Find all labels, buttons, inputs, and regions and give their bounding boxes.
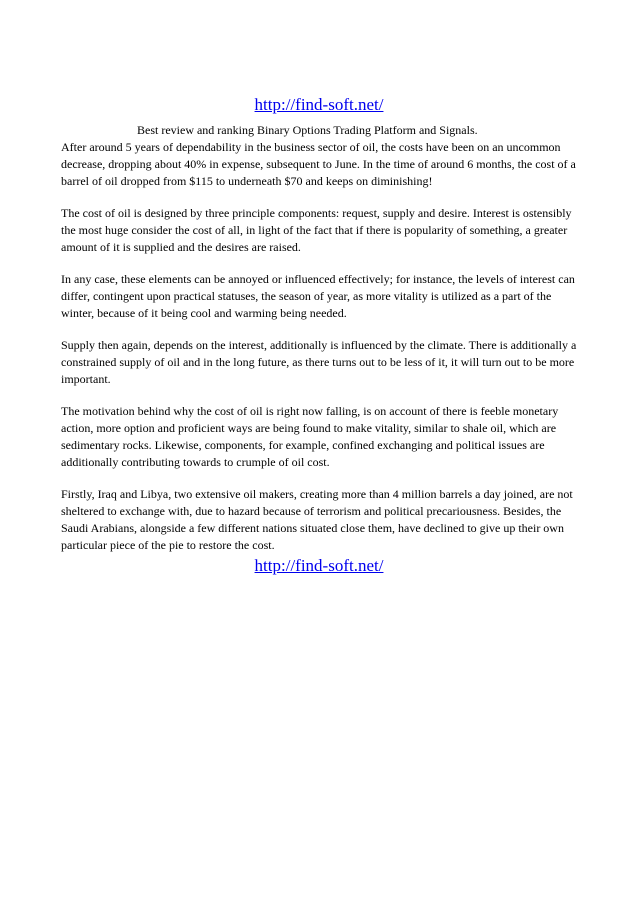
paragraph-6: Firstly, Iraq and Libya, two extensive oil makers, creating more than 4 million barrels a day joined, are not sheltered to exchange with, due to hazard because of terrorism and political precariousness. Besides, the Saudi Arabians, alongside a few different nations situated close them, have declined to give up their own particular piece of the pie to restore the cost.: [61, 487, 573, 552]
document-subtitle: Best review and ranking Binary Options Trading Platform and Signals.: [137, 123, 478, 137]
paragraph-2: The cost of oil is designed by three principle components: request, supply and desire. Interest is ostensibly the most huge consider the cost of all, in light of the fact that if there is popularity of something, a greater amount of it is supplied and the desires are raised.: [61, 206, 572, 254]
bottom-link[interactable]: http://find-soft.net/: [254, 556, 384, 575]
paragraph-4: Supply then again, depends on the interest, additionally is influenced by the climate. There is additionally a constrained supply of oil and in the long future, as there turns out to be less of it, it will turn out to be more important.: [61, 338, 577, 386]
top-link[interactable]: http://find-soft.net/: [254, 95, 384, 114]
paragraph-5: The motivation behind why the cost of oil is right now falling, is on account of there is feeble monetary action, more option and proficient ways are being found to make vitality, similar to shale oil, which are sedimentary rocks. Likewise, components, for example, confined exchanging and political issues are additionally contributing towards to crumple of oil cost.: [61, 404, 559, 469]
paragraph-3: In any case, these elements can be annoyed or influenced effectively; for instance, the levels of interest can differ, contingent upon practical statuses, the season of year, as more vitality is utilized as a part of the winter, because of it being cool and warming being needed.: [61, 272, 575, 320]
document-content: [61, 95, 577, 576]
paragraph-1: After around 5 years of dependability in the business sector of oil, the costs have been on an uncommon decrease, dropping about 40% in expense, subsequent to June. In the time of around 6 months, the cost of a barrel of oil dropped from $115 to underneath $70 and keeps on diminishing!: [61, 140, 576, 188]
